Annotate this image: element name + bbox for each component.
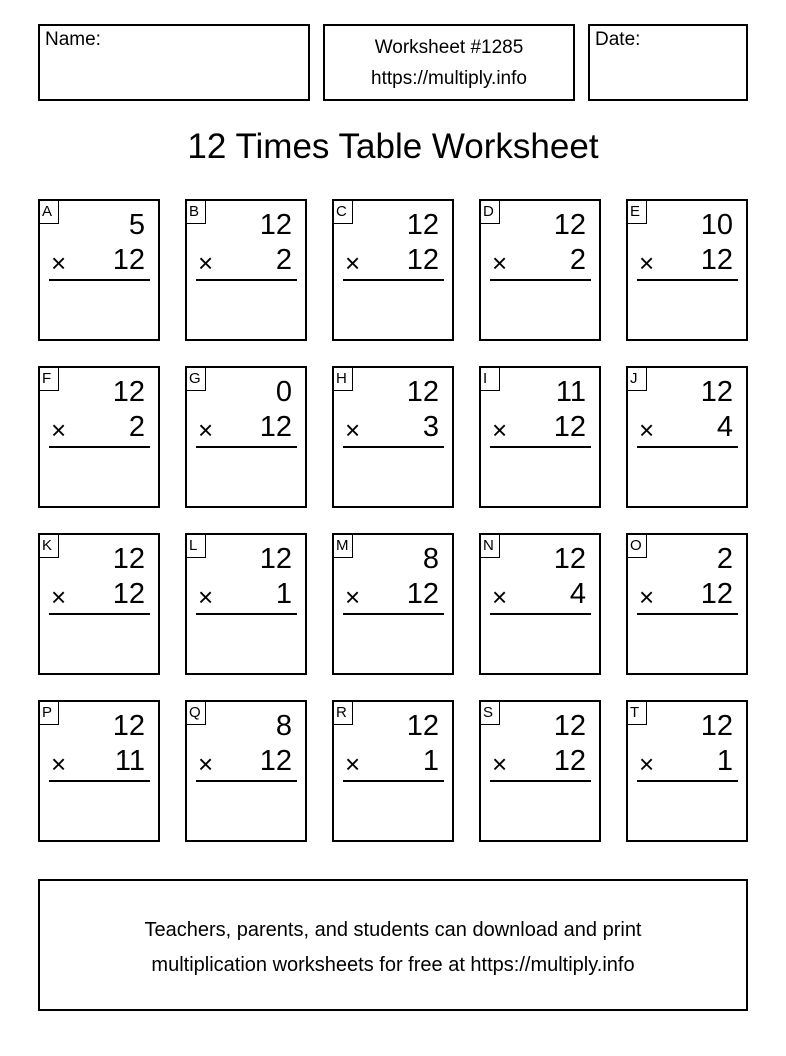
problem-letter: N	[480, 534, 500, 558]
problem-top-number: 12	[259, 209, 292, 241]
problem-card[interactable]	[479, 700, 601, 842]
footer-box	[38, 879, 748, 1011]
worksheet-number: Worksheet #1285	[374, 37, 524, 58]
problem-bottom-number: 1	[275, 578, 292, 610]
problem-letter: P	[39, 701, 59, 725]
answer-line	[343, 279, 444, 281]
problem-bottom-number: 12	[112, 578, 145, 610]
problem-bottom-number: 12	[112, 244, 145, 276]
problem-card[interactable]	[332, 700, 454, 842]
footer-line-2: multiplication worksheets for free at https://multiply.info	[151, 954, 635, 976]
problem-top-number: 12	[700, 376, 733, 408]
problem-letter: A	[39, 200, 59, 224]
problem-letter: M	[333, 534, 353, 558]
multiply-sign: ×	[51, 582, 67, 612]
problem-card[interactable]	[38, 533, 160, 675]
problem-top-number: 12	[406, 710, 439, 742]
answer-line	[196, 446, 297, 448]
problem-letter: Q	[186, 701, 206, 725]
problem-top-number: 8	[275, 710, 292, 742]
problem-letter: S	[480, 701, 500, 725]
multiply-sign: ×	[639, 248, 655, 278]
problem-letter: D	[480, 200, 500, 224]
problem-top-number: 12	[259, 543, 292, 575]
footer-text	[80, 913, 706, 983]
date-label: Date:	[595, 29, 641, 50]
problem-letter: R	[333, 701, 353, 725]
problem-card[interactable]	[626, 366, 748, 508]
multiply-sign: ×	[639, 582, 655, 612]
answer-line	[196, 780, 297, 782]
answer-line	[637, 613, 738, 615]
problem-top-number: 12	[553, 209, 586, 241]
multiply-sign: ×	[51, 415, 67, 445]
multiply-sign: ×	[198, 582, 214, 612]
answer-line	[49, 613, 150, 615]
problem-card[interactable]	[626, 533, 748, 675]
worksheet-info-box	[323, 24, 575, 101]
problem-letter: I	[480, 367, 500, 391]
problem-card[interactable]	[332, 533, 454, 675]
problem-top-number: 5	[128, 209, 145, 241]
problem-bottom-number: 1	[716, 745, 733, 777]
problem-top-number: 12	[553, 543, 586, 575]
multiply-sign: ×	[492, 248, 508, 278]
multiply-sign: ×	[51, 749, 67, 779]
multiply-sign: ×	[345, 582, 361, 612]
problem-letter: T	[627, 701, 647, 725]
problem-bottom-number: 12	[406, 244, 439, 276]
problem-bottom-number: 2	[128, 411, 145, 443]
answer-line	[490, 780, 591, 782]
answer-line	[490, 446, 591, 448]
problem-bottom-number: 1	[422, 745, 439, 777]
answer-line	[490, 279, 591, 281]
multiply-sign: ×	[345, 749, 361, 779]
answer-line	[637, 446, 738, 448]
problem-top-number: 12	[112, 376, 145, 408]
problem-top-number: 12	[553, 710, 586, 742]
multiply-sign: ×	[492, 582, 508, 612]
problem-card[interactable]	[332, 199, 454, 341]
problem-card[interactable]	[332, 366, 454, 508]
answer-line	[49, 446, 150, 448]
problem-letter: E	[627, 200, 647, 224]
answer-line	[637, 780, 738, 782]
name-label: Name:	[45, 29, 101, 50]
problem-top-number: 12	[406, 376, 439, 408]
problem-card[interactable]	[38, 199, 160, 341]
worksheet-url: https://multiply.info	[371, 68, 527, 89]
answer-line	[637, 279, 738, 281]
problem-top-number: 10	[700, 209, 733, 241]
problem-card[interactable]	[185, 199, 307, 341]
multiply-sign: ×	[639, 749, 655, 779]
multiply-sign: ×	[51, 248, 67, 278]
problem-bottom-number: 4	[569, 578, 586, 610]
answer-line	[343, 446, 444, 448]
problem-card[interactable]	[479, 533, 601, 675]
name-field-box[interactable]	[38, 24, 310, 101]
problem-bottom-number: 12	[700, 244, 733, 276]
problem-card[interactable]	[38, 366, 160, 508]
problem-letter: G	[186, 367, 206, 391]
problem-bottom-number: 12	[406, 578, 439, 610]
problem-letter: C	[333, 200, 353, 224]
page-title: 12 Times Table Worksheet	[187, 127, 599, 166]
problem-bottom-number: 3	[422, 411, 439, 443]
answer-line	[196, 279, 297, 281]
problem-card[interactable]	[479, 366, 601, 508]
multiply-sign: ×	[198, 248, 214, 278]
problem-bottom-number: 4	[716, 411, 733, 443]
problem-card[interactable]	[626, 700, 748, 842]
problem-top-number: 0	[275, 376, 292, 408]
problem-card[interactable]	[626, 199, 748, 341]
problem-card[interactable]	[185, 366, 307, 508]
answer-line	[49, 780, 150, 782]
problem-bottom-number: 12	[259, 745, 292, 777]
problem-letter: J	[627, 367, 647, 391]
problem-card[interactable]	[479, 199, 601, 341]
multiply-sign: ×	[639, 415, 655, 445]
problem-bottom-number: 2	[275, 244, 292, 276]
problem-bottom-number: 11	[114, 745, 145, 777]
multiply-sign: ×	[198, 415, 214, 445]
problem-letter: F	[39, 367, 59, 391]
answer-line	[343, 780, 444, 782]
problem-bottom-number: 12	[700, 578, 733, 610]
date-field-box[interactable]	[588, 24, 748, 101]
multiply-sign: ×	[492, 415, 508, 445]
problem-bottom-number: 12	[553, 745, 586, 777]
problem-letter: L	[186, 534, 206, 558]
problem-letter: O	[627, 534, 647, 558]
problem-card[interactable]	[185, 533, 307, 675]
problem-top-number: 12	[406, 209, 439, 241]
multiply-sign: ×	[345, 415, 361, 445]
problem-bottom-number: 12	[259, 411, 292, 443]
problem-top-number: 12	[112, 543, 145, 575]
answer-line	[196, 613, 297, 615]
answer-line	[49, 279, 150, 281]
multiply-sign: ×	[345, 248, 361, 278]
footer-line-1: Teachers, parents, and students can download and print	[144, 919, 642, 941]
answer-line	[343, 613, 444, 615]
problem-top-number: 12	[112, 710, 145, 742]
problem-top-number: 12	[700, 710, 733, 742]
answer-line	[490, 613, 591, 615]
problem-card[interactable]	[38, 700, 160, 842]
problem-top-number: 8	[422, 543, 439, 575]
problem-letter: K	[39, 534, 59, 558]
problem-grid	[38, 199, 750, 844]
multiply-sign: ×	[492, 749, 508, 779]
problem-bottom-number: 12	[553, 411, 586, 443]
problem-top-number: 11	[555, 376, 586, 408]
problem-top-number: 2	[716, 543, 733, 575]
multiply-sign: ×	[198, 749, 214, 779]
problem-bottom-number: 2	[569, 244, 586, 276]
problem-letter: B	[186, 200, 206, 224]
problem-letter: H	[333, 367, 353, 391]
problem-card[interactable]	[185, 700, 307, 842]
